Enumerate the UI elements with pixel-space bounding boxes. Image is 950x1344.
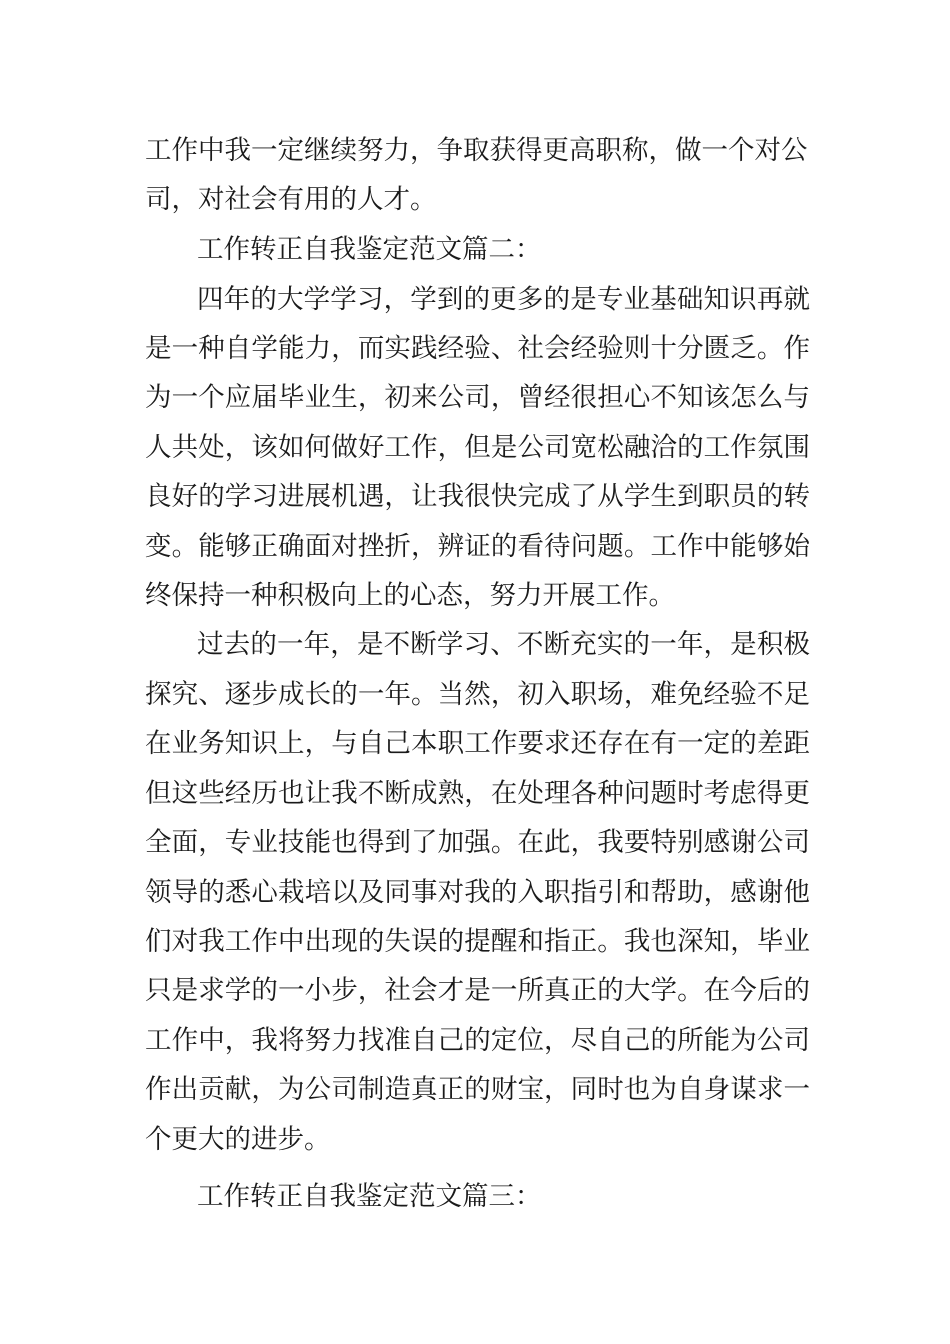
text-line: 个更大的进步。 [145,1124,331,1155]
text-line: 探究、逐步成长的一年。当然，初入职场，难免经验不足 [145,679,810,710]
text-line: 人共处，该如何做好工作，但是公司宽松融洽的工作氛围 [145,432,810,463]
text-line: 是一种自学能力，而实践经验、社会经验则十分匮乏。作 [145,333,810,364]
text-line: 变。能够正确面对挫折，辨证的看待问题。工作中能够始 [145,531,810,562]
text-line: 良好的学习进展机遇，让我很快完成了从学生到职员的转 [145,481,810,512]
text-line: 过去的一年，是不断学习、不断充实的一年，是积极 [197,629,810,660]
text-line: 四年的大学学习，学到的更多的是专业基础知识再就 [197,284,810,315]
text-line: 为一个应届毕业生，初来公司，曾经很担心不知该怎么与 [145,382,810,413]
text-line: 作出贡献，为公司制造真正的财宝，同时也为自身谋求一 [145,1074,810,1105]
text-line: 只是求学的一小步，社会才是一所真正的大学。在今后的 [145,975,810,1006]
text-line: 终保持一种积极向上的心态，努力开展工作。 [145,580,675,611]
section-heading: 工作转正自我鉴定范文篇三： [197,1181,542,1212]
text-line: 司，对社会有用的人才。 [145,184,437,215]
text-line: 但这些经历也让我不断成熟，在处理各种问题时考虑得更 [145,778,810,809]
text-line: 全面，专业技能也得到了加强。在此，我要特别感谢公司 [145,827,810,858]
text-line: 工作中，我将努力找准自己的定位，尽自己的所能为公司 [145,1025,810,1056]
text-line: 领导的悉心栽培以及同事对我的入职指引和帮助，感谢他 [145,877,810,908]
text-line: 在业务知识上，与自己本职工作要求还存在有一定的差距 [145,728,810,759]
text-line: 们对我工作中出现的失误的提醒和指正。我也深知，毕业 [145,926,810,957]
text-line: 工作中我一定继续努力，争取获得更高职称，做一个对公 [145,135,808,166]
section-heading: 工作转正自我鉴定范文篇二： [197,234,542,265]
